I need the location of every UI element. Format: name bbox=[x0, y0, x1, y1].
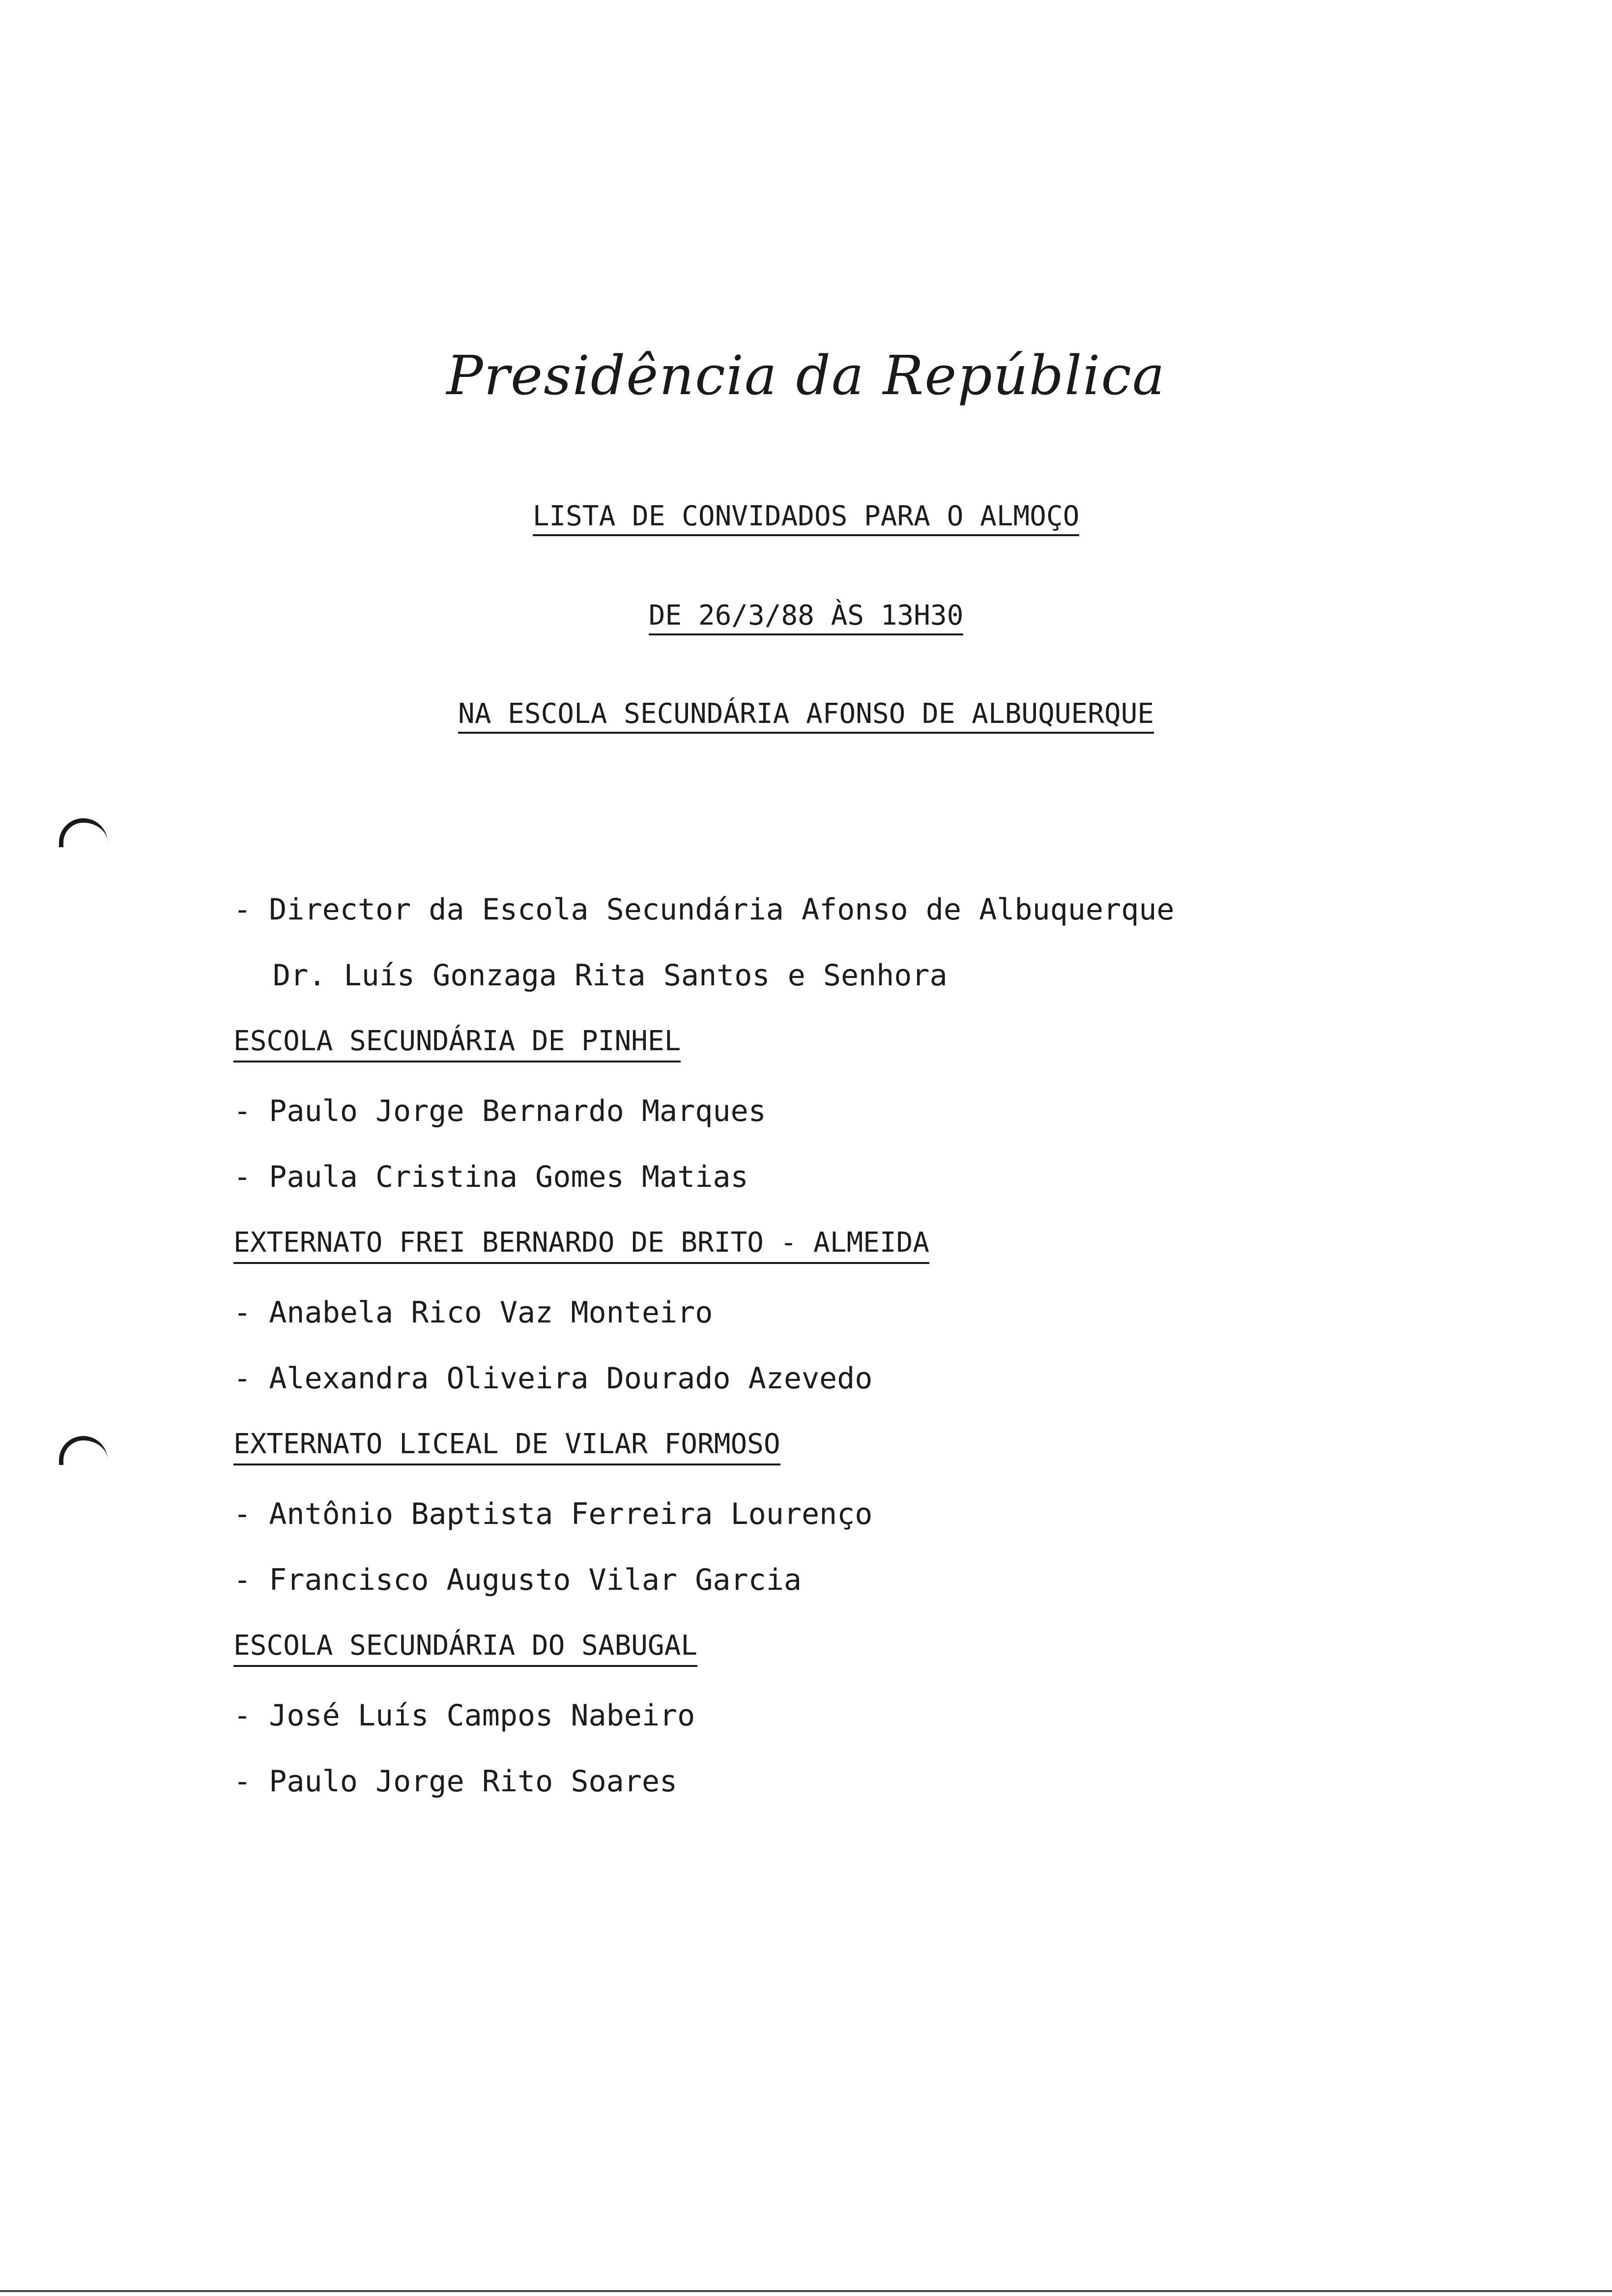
guest-list bbox=[233, 892, 1560, 1830]
guest-item: - Francisco Augusto Vilar Garcia bbox=[233, 1563, 802, 1597]
director-name: Dr. Luís Gonzaga Rita Santos e Senhora bbox=[273, 958, 948, 993]
section-heading: EXTERNATO LICEAL DE VILAR FORMOSO bbox=[233, 1427, 1560, 1465]
guest-item: - Antônio Baptista Ferreira Lourenço bbox=[233, 1497, 873, 1531]
guest-item: - Paulo Jorge Rito Soares bbox=[233, 1764, 678, 1799]
director-line: - Director da Escola Secundária Afonso de Albuquerque bbox=[233, 892, 1175, 927]
title-line-2: DE 26/3/88 ÀS 13H30 bbox=[0, 600, 1612, 635]
guest-item: - Paula Cristina Gomes Matias bbox=[233, 1160, 748, 1194]
letterhead: Presidência da República bbox=[446, 344, 1166, 407]
guest-item: - Alexandra Oliveira Dourado Azevedo bbox=[233, 1361, 873, 1396]
section-heading: EXTERNATO FREI BERNARDO DE BRITO - ALMEIDA bbox=[233, 1226, 1560, 1264]
section-heading: ESCOLA SECUNDÁRIA DO SABUGAL bbox=[233, 1629, 1560, 1667]
title-line-3: NA ESCOLA SECUNDÁRIA AFONSO DE ALBUQUERQUE bbox=[0, 698, 1612, 734]
section-heading: ESCOLA SECUNDÁRIA DE PINHEL bbox=[233, 1024, 1560, 1062]
page-edge-rule bbox=[0, 2290, 1612, 2292]
guest-item: - Paulo Jorge Bernardo Marques bbox=[233, 1094, 766, 1128]
punch-hole-mark bbox=[59, 818, 108, 847]
title-line-1: LISTA DE CONVIDADOS PARA O ALMOÇO bbox=[0, 500, 1612, 536]
guest-item: - José Luís Campos Nabeiro bbox=[233, 1698, 695, 1733]
guest-item: - Anabela Rico Vaz Monteiro bbox=[233, 1295, 713, 1330]
punch-hole-mark bbox=[59, 1436, 108, 1465]
